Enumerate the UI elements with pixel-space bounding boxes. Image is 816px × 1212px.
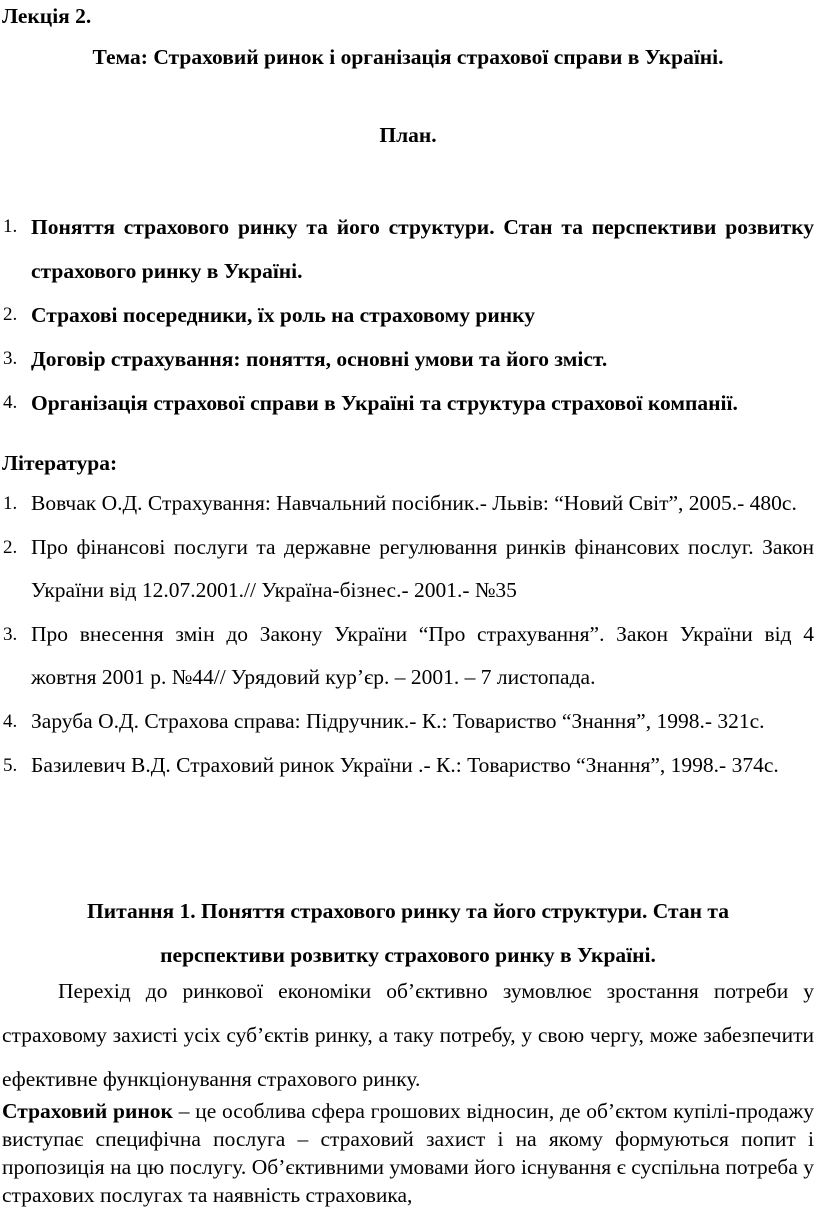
- definition-term: Страховий ринок: [2, 1099, 173, 1123]
- literature-list: [0, 482, 816, 787]
- topic-title: Тема: Страховий ринок і організація страхової справи в Україні.: [92, 45, 724, 69]
- literature-item: [0, 613, 816, 700]
- definition-paragraph: [2, 1097, 814, 1209]
- plan-item-text: Страхові посередники, їх роль на страховому ринку: [31, 303, 535, 327]
- literature-item-number: 4.: [3, 710, 18, 732]
- literature-item-text: Вовчак О.Д. Страхування: Навчальний посібник.- Львів: “Новий Світ”, 2005.- 480с.: [31, 491, 797, 515]
- plan-item-number: 4.: [3, 392, 18, 413]
- plan-item-number: 3.: [3, 348, 18, 369]
- plan-item: [0, 293, 816, 337]
- literature-item-text: Базилевич В.Д. Страховий ринок України .- К.: Товариство “Знання”, 1998.- 374с.: [31, 752, 779, 777]
- plan-item-text: Договір страхування: поняття, основні умови та його зміст.: [31, 347, 608, 371]
- question-heading-line: Питання 1. Поняття страхового ринку та його структури. Стан та: [87, 899, 729, 923]
- definition-text: – це особлива сфера грошових відносин, де об’єктом купілі-продажу виступає специфічна послуга – страховий захист і на якому формуються попит і пропозиція на цю послугу. Об’єктивними умовами його існування є суспільна потреба у страхових послугах та наявність страховика,: [2, 1099, 814, 1207]
- question-heading-line: перспективи розвитку страхового ринку в Україні.: [160, 943, 656, 967]
- plan-item-number: 2.: [3, 304, 18, 325]
- literature-item-number: 5.: [3, 754, 18, 776]
- literature-item-number: 2.: [3, 536, 18, 558]
- lecture-label: Лекція 2.: [2, 4, 92, 28]
- literature-item-number: 3.: [3, 623, 18, 645]
- body-paragraph: Перехід до ринкової економіки об’єктивно зумовлює зростання потреби у страховому захисті усіх суб’єктів ринку, а таку потребу, у свою чергу, може забезпечити ефективне функціонування страхового ринку.: [2, 979, 814, 1091]
- literature-item: [0, 744, 816, 788]
- plan-heading: План.: [379, 123, 437, 147]
- literature-item: [0, 526, 816, 613]
- plan-item-text: Організація страхової справи в Україні та структура страхової компанії.: [31, 391, 738, 415]
- literature-item-text: Про внесення змін до Закону України “Про страхування”. Закон України від 4 жовтня 2001 р. №44// Урядовий кур’єр. – 2001. – 7 листопада.: [31, 621, 814, 690]
- plan-item: [0, 205, 816, 293]
- question-heading: [0, 889, 816, 977]
- literature-item: [0, 700, 816, 744]
- literature-heading: Література:: [2, 451, 118, 475]
- literature-item-text: Заруба О.Д. Страхова справа: Підручник.- К.: Товариство “Знання”, 1998.- 321с.: [31, 708, 765, 733]
- literature-item: [0, 482, 816, 526]
- literature-item-number: 1.: [3, 493, 18, 514]
- plan-item: [0, 381, 816, 425]
- plan-item: [0, 337, 816, 381]
- plan-item-text: Поняття страхового ринку та його структури. Стан та перспективи розвитку страхового ринку в Україні.: [31, 215, 814, 283]
- plan-list: [0, 205, 816, 425]
- literature-item-text: Про фінансові послуги та державне регулювання ринків фінансових послуг. Закон України від 12.07.2001.// Україна-бізнес.- 2001.- №35: [31, 534, 814, 603]
- plan-item-number: 1.: [3, 216, 18, 237]
